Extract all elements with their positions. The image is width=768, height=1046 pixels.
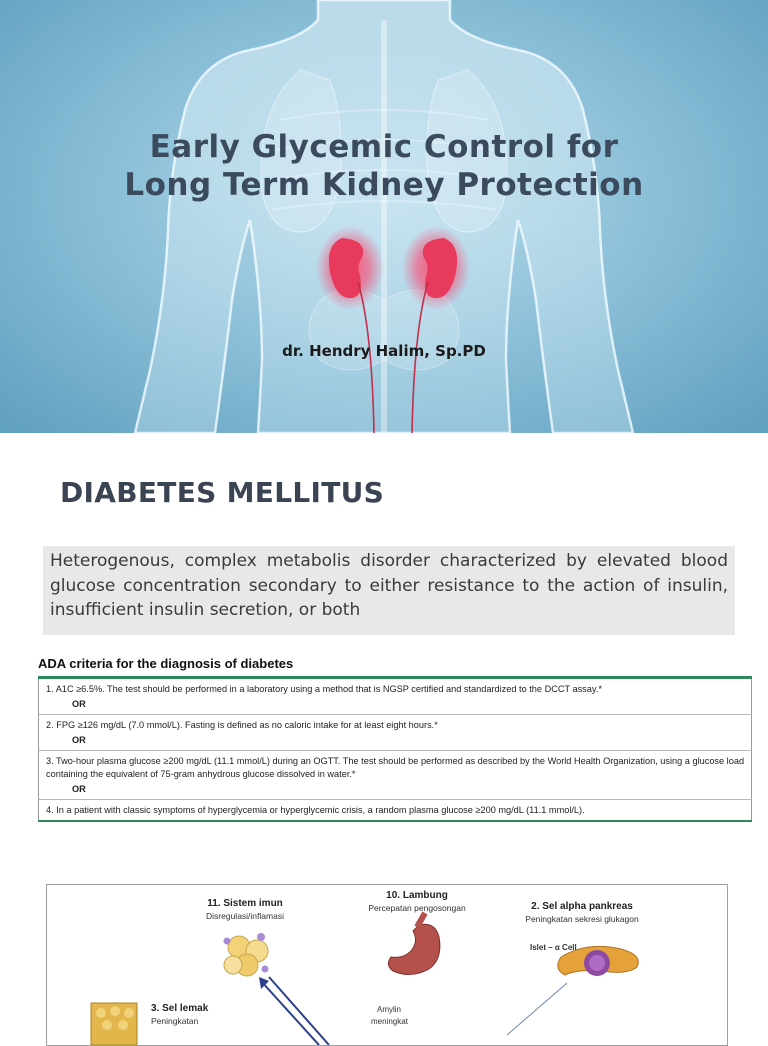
node-title: 10. Lambung	[386, 890, 448, 901]
amylin-label: Amylin	[377, 1005, 402, 1014]
criterion-connector: OR	[72, 784, 86, 794]
node-subtitle: Disregulasi/inflamasi	[206, 911, 284, 921]
title-line-2: Long Term Kidney Protection	[124, 167, 644, 203]
criterion-row	[38, 800, 752, 820]
criterion-row	[38, 679, 752, 715]
criterion-row	[38, 751, 752, 800]
author-name: dr. Hendry Halim, Sp.PD	[282, 342, 486, 360]
node-title: 11. Sistem imun	[207, 898, 283, 909]
node-immune-system	[185, 898, 305, 921]
criterion-text: 1. A1C ≥6.5%. The test should be performed in a laboratory using a method that is NGSP certified and standardized to the DCCT assay.*	[46, 684, 602, 694]
title-line-1: Early Glycemic Control for	[149, 129, 619, 165]
criterion-connector: OR	[72, 699, 86, 709]
node-alpha-cell	[502, 901, 662, 924]
presentation-title	[0, 128, 768, 204]
stomach-icon	[388, 913, 439, 975]
definition-text: Heterogenous, complex metabolis disorder characterized by elevated blood glucose concentration secondary to either resistance to the action of insulin, insufficient insulin secretion, or both	[50, 551, 728, 620]
node-stomach	[347, 890, 487, 913]
criterion-row	[38, 715, 752, 751]
definition-box	[43, 546, 735, 635]
node-title: 3. Sel lemak	[151, 1003, 209, 1014]
node-subtitle: Percepatan pengosongan	[368, 903, 466, 913]
criterion-text: 4. In a patient with classic symptoms of hyperglycemia or hyperglycemic crisis, a random plasma glucose ≥200 mg/dL (11.1 mmol/L).	[46, 805, 585, 815]
ada-criteria-title: ADA criteria for the diagnosis of diabetes	[38, 656, 294, 671]
node-subtitle: Peningkatan sekresi glukagon	[525, 914, 639, 924]
pathophysiology-diagram	[46, 884, 728, 1046]
criterion-text: 2. FPG ≥126 mg/dL (7.0 mmol/L). Fasting is defined as no caloric intake for at least eight hours.*	[46, 720, 438, 730]
criterion-text: 3. Two-hour plasma glucose ≥200 mg/dL (11.1 mmol/L) during an OGTT. The test should be performed as described by the World Health Organization, using a glucose load containing the equivalent of 75-gram anhydrous glucose dissolved in water.*	[46, 756, 745, 779]
human-body-icon	[0, 0, 768, 433]
islet-label: Islet – α Cell	[530, 943, 577, 952]
amylin-sublabel: meningkat	[371, 1017, 408, 1026]
section-heading: DIABETES MELLITUS	[60, 476, 385, 509]
node-title: 2. Sel alpha pankreas	[531, 901, 633, 912]
immune-cells-icon	[224, 933, 269, 976]
node-fat-cell	[151, 1003, 221, 1026]
fat-tissue-icon	[91, 1003, 137, 1045]
criterion-connector: OR	[72, 735, 86, 745]
title-slide	[0, 0, 768, 433]
ada-criteria-table	[38, 676, 752, 822]
node-subtitle: Peningkatan	[151, 1016, 199, 1026]
